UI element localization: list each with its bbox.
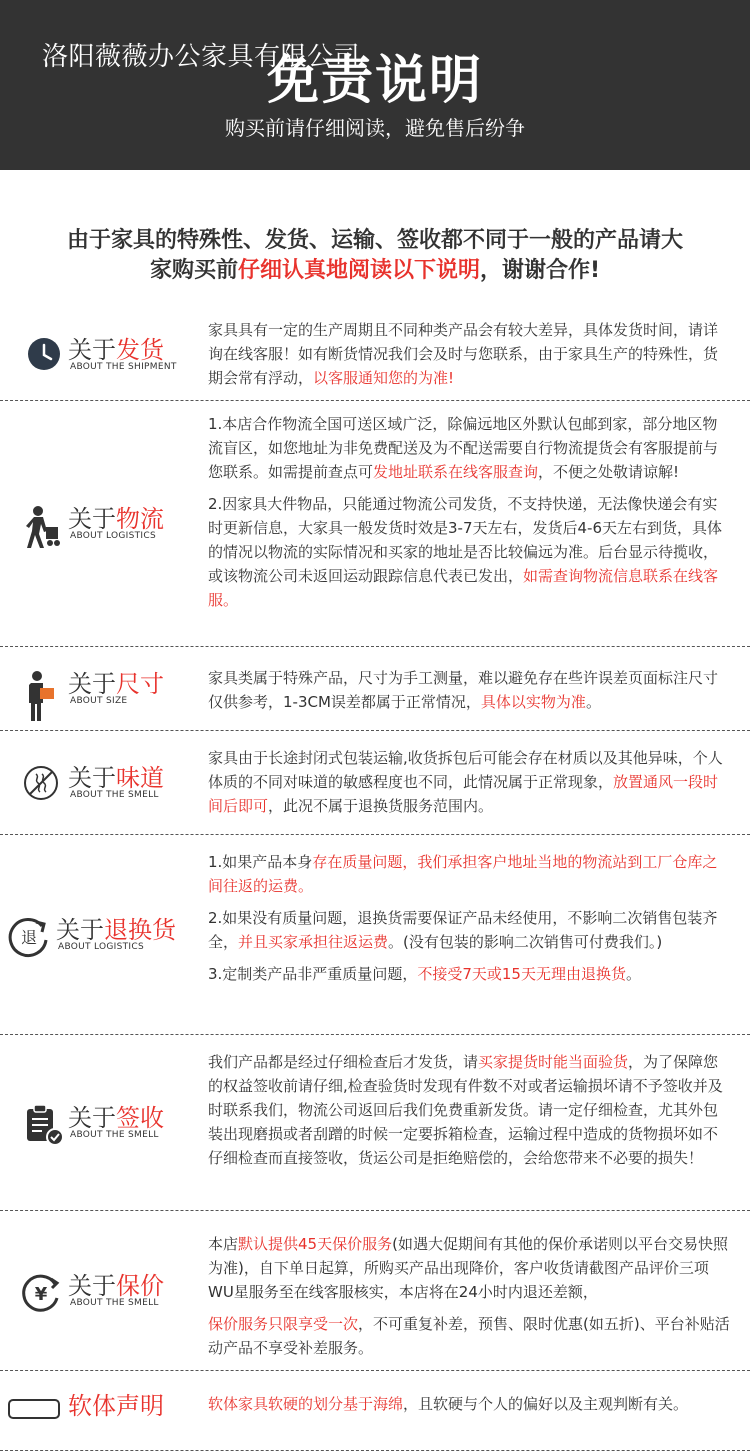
section-body xyxy=(208,666,730,722)
section-title-prefix: 关于 xyxy=(68,670,116,698)
section-title-highlight: 签收 xyxy=(116,1104,164,1132)
paragraph-highlight: 存在质量问题，我们承担客户地址当地的物流站到工厂仓库之间往返的运费。 xyxy=(208,853,718,895)
section-title-highlight: 发货 xyxy=(116,336,164,364)
section-english-subtitle: ABOUT LOGISTICS xyxy=(70,531,156,541)
paragraph-text: 3.定制类产品非严重质量问题， xyxy=(208,965,418,983)
section-heading xyxy=(0,400,200,646)
section-english-subtitle: ABOUT THE SHIPMENT xyxy=(70,362,177,372)
section-paragraph xyxy=(208,1050,730,1170)
paragraph-text: ，为了保障您的权益签收前请仔细,检查验货时发现有件数不对或者运输损坏请不予签收并及时联系我们，物流公司返回后我们免费重新发货。请一定仔细检查，尤其外包装出现磨损或者刮蹭的时候一定要拆箱检查，运输过程中造成的货物损坏如不仔细检查而直接签收，货运公司是拒绝赔偿的，会给您带来不必要的损失！ xyxy=(208,1053,723,1167)
no-smell-icon xyxy=(22,764,60,802)
section-english-subtitle: ABOUT SIZE xyxy=(70,696,128,706)
paragraph-text: 1.如果产品本身 xyxy=(208,853,313,871)
intro-line-1: 由于家具的特殊性、发货、运输、签收都不同于一般的产品请大 xyxy=(66,228,683,253)
section-english-subtitle: ABOUT LOGISTICS xyxy=(58,942,144,952)
paragraph-highlight: 保价服务只限享受一次 xyxy=(208,1315,359,1333)
section-paragraph xyxy=(208,492,730,612)
section-english-subtitle: ABOUT THE SMELL xyxy=(70,1130,159,1140)
section-paragraph xyxy=(208,1392,730,1416)
section-heading-inner xyxy=(0,1102,200,1142)
section-title-highlight: 尺寸 xyxy=(116,670,164,698)
section-title xyxy=(68,664,164,699)
section-english-subtitle: ABOUT THE SMELL xyxy=(70,790,159,800)
section-paragraph xyxy=(208,850,730,898)
paragraph-highlight: 以客服通知您的为准! xyxy=(313,369,455,387)
section-title-highlight: 保价 xyxy=(116,1272,164,1300)
paragraph-highlight: 默认提供45天保价服务 xyxy=(238,1235,393,1253)
section-title-prefix: 关于 xyxy=(68,764,116,792)
section-heading-inner xyxy=(0,1390,200,1430)
paragraph-text: ，不便之处敬请谅解! xyxy=(538,463,680,481)
section-title-highlight: 退换货 xyxy=(104,916,176,944)
delivery-person-icon xyxy=(24,505,62,543)
section-title-prefix: 关于 xyxy=(68,1272,116,1300)
intro-line-2-b: ，谢谢合作! xyxy=(479,258,601,283)
paragraph-highlight: 不接受7天或15天无理由退换货 xyxy=(417,965,626,983)
section-paragraph xyxy=(208,746,730,818)
section-title-prefix: 关于 xyxy=(68,336,116,364)
paragraph-text: 。 xyxy=(585,693,601,711)
section-title-prefix: 关于 xyxy=(56,916,104,944)
section-title xyxy=(68,1266,164,1301)
section-heading xyxy=(0,646,200,730)
header-banner xyxy=(0,0,750,170)
section-title xyxy=(68,499,164,534)
page-title: 免责说明 xyxy=(266,51,483,111)
paragraph-highlight: 买家提货时能当面验货 xyxy=(478,1053,629,1071)
section-heading-inner xyxy=(0,1270,200,1310)
section-paragraph xyxy=(208,906,730,954)
intro-line-2-highlight: 仔细认真地阅读以下说明 xyxy=(237,258,480,283)
section-heading xyxy=(0,834,200,1034)
section-title-prefix: 关于 xyxy=(68,505,116,533)
return-icon xyxy=(8,916,46,954)
section-paragraph xyxy=(208,1232,730,1304)
section-heading xyxy=(0,308,200,400)
paragraph-text: 2.如果没有质量问题，退换货需要保证产品未经使用，不影响二次销售包装齐全， xyxy=(208,909,718,951)
intro-line-2 xyxy=(20,256,730,286)
intro-line-2-a: 家购买前 xyxy=(149,258,238,283)
section-paragraph xyxy=(208,1312,730,1360)
section-heading-inner xyxy=(0,668,200,708)
paragraph-text: 家具具有一定的生产周期且不同种类产品会有较大差异，具体发货时间，请详询在线客服！如有断货情况我们会及时与您联系，由于家具生产的特殊性，货期会常有浮动， xyxy=(208,321,719,387)
svg-text:退: 退 xyxy=(20,928,38,947)
section-body xyxy=(208,746,730,826)
section-title xyxy=(56,910,176,945)
paragraph-text: 2.因家具大件物品，只能通过物流公司发货，不支持快递，无法像快递会有实时更新信息，大家具一般发货时效是3-7天左右，发货后4-6天左右到货，具体的情况以物流的实际情况和买家的地址是否比较偏远为准。后台显示待揽收，或该物流公司未返回运动跟踪信息代表已发出， xyxy=(208,495,723,585)
section-title-highlight: 物流 xyxy=(116,505,164,533)
section-body xyxy=(208,412,730,620)
paragraph-highlight: 如需查询物流信息联系在线客服。 xyxy=(208,567,719,609)
paragraph-text: ，此况不属于退换货服务范围内。 xyxy=(268,797,494,815)
section-body xyxy=(208,850,730,994)
section-paragraph xyxy=(208,962,730,986)
person-box-icon xyxy=(26,670,64,708)
section-title xyxy=(68,330,164,365)
paragraph-text: 家具类属于特殊产品，尺寸为手工测量，难以避免存在些许误差页面标注尺寸仅供参考，1-3CM误差都属于正常情况， xyxy=(208,669,719,711)
paragraph-text: 本店 xyxy=(208,1235,239,1253)
intro-text xyxy=(20,226,730,286)
svg-text:¥: ¥ xyxy=(34,1284,48,1305)
section-body xyxy=(208,1232,730,1368)
section-english-subtitle: ABOUT THE SMELL xyxy=(70,1298,159,1308)
section-title xyxy=(68,1386,164,1421)
section-heading-inner xyxy=(0,334,200,374)
paragraph-highlight: 具体以实物为准 xyxy=(480,693,586,711)
company-name: 洛阳薇薇办公家具有限公司 xyxy=(42,42,361,72)
sofa-icon xyxy=(8,1392,46,1430)
section-heading xyxy=(0,730,200,834)
section-body xyxy=(208,1050,730,1178)
paragraph-text: 家具由于长途封闭式包装运输,收货拆包后可能会存在材质以及其他异味，个人体质的不同对味道的敏感程度也不同，此情况属于正常现象， xyxy=(208,749,723,791)
paragraph-highlight: 软体家具软硬的划分基于海绵 xyxy=(208,1395,404,1413)
section-heading xyxy=(0,1370,200,1450)
section-body xyxy=(208,318,730,398)
section-body xyxy=(208,1392,730,1424)
section-heading-inner xyxy=(0,503,200,543)
section-title-highlight: 味道 xyxy=(116,764,164,792)
paragraph-highlight: 并且买家承担往返运费 xyxy=(238,933,389,951)
yen-icon xyxy=(20,1272,58,1310)
paragraph-text: 。 xyxy=(625,965,641,983)
section-paragraph xyxy=(208,666,730,714)
paragraph-text: 1.本店合作物流全国可送区域广泛，除偏远地区外默认包邮到家，部分地区物流盲区，如您地址为非免费配送及为不配送需要自行物流提货会有客服提前与您联系。如需提前查点可 xyxy=(208,415,719,481)
paragraph-text: (如遇大促期间有其他的保价承诺则以平台交易快照为准)，自下单日起算，所购买产品出现降价，客户收货请截图产品评价三项WU星服务至在线客服核实，本店将在24小时内退还差额， xyxy=(208,1235,728,1301)
section-title-prefix: 关于 xyxy=(68,1104,116,1132)
paragraph-highlight: 发地址联系在线客服查询 xyxy=(373,463,539,481)
paragraph-text: ，且软硬与个人的偏好以及主观判断有关。 xyxy=(403,1395,689,1413)
section-title xyxy=(68,1098,164,1133)
section-heading-inner xyxy=(0,762,200,802)
clock-icon xyxy=(26,336,64,374)
paragraph-text: 我们产品都是经过仔细检查后才发货，请 xyxy=(208,1053,479,1071)
paragraph-text: 。(没有包装的影响二次销售可付费我们。) xyxy=(388,933,663,951)
section-title xyxy=(68,758,164,793)
section-paragraph xyxy=(208,412,730,484)
paragraph-text: ，不可重复补差，预售、限时优惠(如五折)、平台补贴活动产品不享受补差服务。 xyxy=(208,1315,730,1357)
section-heading xyxy=(0,1210,200,1370)
section-paragraph xyxy=(208,318,730,390)
section-heading xyxy=(0,1034,200,1210)
page-subtitle: 购买前请仔细阅读，避免售后纷争 xyxy=(225,116,525,140)
paragraph-highlight: 放置通风一段时间后即可 xyxy=(208,773,719,815)
clipboard-check-icon xyxy=(24,1104,62,1142)
section-title-highlight: 软体声明 xyxy=(68,1392,164,1420)
section-heading-inner xyxy=(0,914,200,954)
